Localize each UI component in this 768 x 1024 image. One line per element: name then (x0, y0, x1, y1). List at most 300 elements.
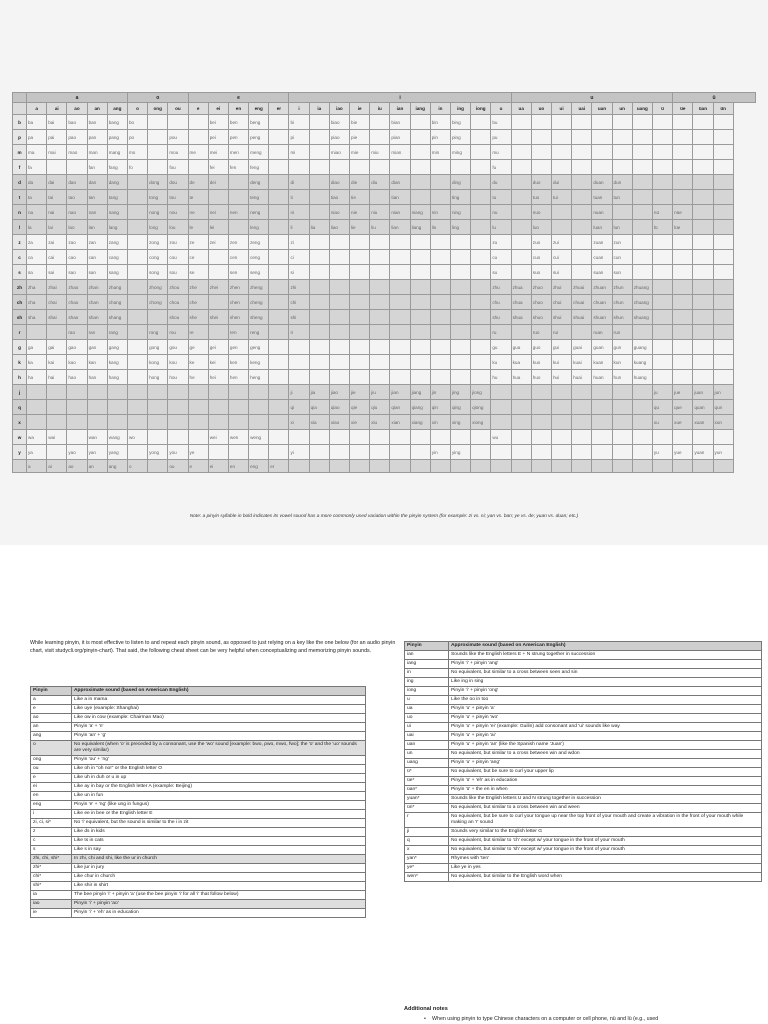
syllable-cell (309, 355, 329, 370)
syllable-cell (693, 340, 713, 355)
pinyin-cell: ua (405, 705, 449, 714)
syllable-cell: juan (693, 385, 713, 400)
syllable-cell: ning (450, 205, 470, 220)
column-header-sound: Approximate sound (based on American English) (72, 687, 366, 696)
syllable-cell (693, 220, 713, 235)
syllable-cell: qia (309, 400, 329, 415)
syllable-cell: luo (531, 220, 551, 235)
syllable-cell: diu (370, 175, 390, 190)
vowel-group-header-row (13, 93, 756, 103)
syllable-cell: yi (289, 445, 309, 460)
pinyin-cell: un (405, 750, 449, 759)
syllable-cell (188, 115, 208, 130)
syllable-cell (652, 145, 672, 160)
syllable-cell (148, 130, 168, 145)
syllable-cell (127, 325, 147, 340)
syllable-cell (652, 340, 672, 355)
syllable-cell: tang (107, 190, 127, 205)
syllable-cell: kong (148, 355, 168, 370)
initial-row (13, 445, 756, 460)
syllable-cell (269, 250, 289, 265)
syllable-cell (269, 190, 289, 205)
syllable-cell (450, 340, 470, 355)
syllable-cell: mei (208, 145, 228, 160)
syllable-cell: kuan (592, 355, 612, 370)
syllable-cell (168, 385, 188, 400)
sound-cell: No equivalent, but similar to the English word when (449, 873, 762, 882)
syllable-cell (471, 130, 491, 145)
syllable-cell (673, 295, 693, 310)
final-header: iong (471, 103, 491, 115)
syllable-cell (612, 145, 632, 160)
syllable-cell (652, 265, 672, 280)
syllable-cell: he (188, 370, 208, 385)
sound-cell: No equivalent, but similar to 'ch' except w/ your tongue in the front of your mouth (449, 837, 762, 846)
syllable-cell: miu (370, 145, 390, 160)
syllable-cell (652, 115, 672, 130)
syllable-cell: you (168, 445, 188, 460)
syllable-cell (713, 355, 733, 370)
pinyin-cell: uai (405, 732, 449, 741)
syllable-cell (309, 190, 329, 205)
syllable-cell (713, 310, 733, 325)
syllable-cell (127, 190, 147, 205)
syllable-cell (370, 115, 390, 130)
syllable-cell (632, 115, 652, 130)
initial-row (13, 250, 756, 265)
syllable-cell (269, 175, 289, 190)
table-row (405, 714, 762, 723)
syllable-cell: hun (612, 370, 632, 385)
syllable-cell: pou (168, 130, 188, 145)
pinyin-cell: ong (31, 756, 72, 765)
syllable-cell (531, 445, 551, 460)
syllable-cell: zhai (47, 280, 67, 295)
syllable-cell: chan (87, 295, 107, 310)
syllable-cell: bi (289, 115, 309, 130)
pinyin-cell: ie (31, 909, 72, 918)
syllable-cell: neng (249, 205, 269, 220)
syllable-cell: bo (127, 115, 147, 130)
syllable-cell: heng (249, 370, 269, 385)
syllable-cell (471, 340, 491, 355)
syllable-cell (228, 445, 248, 460)
syllable-cell: shu (491, 310, 511, 325)
syllable-cell: shua (511, 310, 531, 325)
syllable-cell (693, 190, 713, 205)
table-row (31, 864, 366, 873)
syllable-cell: wen (228, 430, 248, 445)
syllable-cell: me (188, 145, 208, 160)
sound-cell: Pinyin 'a' + 'n' (72, 723, 366, 732)
syllable-cell (410, 355, 430, 370)
syllable-cell: qin (430, 400, 450, 415)
syllable-cell: ei (208, 460, 228, 473)
syllable-cell: guo (531, 340, 551, 355)
syllable-cell (652, 160, 672, 175)
syllable-cell: zeng (249, 235, 269, 250)
syllable-cell: ma (27, 145, 47, 160)
syllable-cell (309, 175, 329, 190)
table-row (405, 759, 762, 768)
syllable-cell: cha (27, 295, 47, 310)
syllable-cell: lüe (673, 220, 693, 235)
final-header: er (269, 103, 289, 115)
syllable-cell: xiang (410, 415, 430, 430)
syllable-cell (693, 145, 713, 160)
syllable-cell: hei (208, 370, 228, 385)
sound-cell: Like s in say (72, 846, 366, 855)
table-row (405, 651, 762, 660)
pinyin-cell: ao (31, 714, 72, 723)
syllable-cell (471, 280, 491, 295)
syllable-cell (450, 235, 470, 250)
syllable-cell: zhe (188, 280, 208, 295)
syllable-cell: nie (350, 205, 370, 220)
final-header: iu (370, 103, 390, 115)
syllable-cell: leng (249, 220, 269, 235)
syllable-cell: zhua (511, 280, 531, 295)
syllable-cell (673, 460, 693, 473)
syllable-cell (572, 115, 592, 130)
syllable-cell (592, 445, 612, 460)
syllable-cell: cheng (249, 295, 269, 310)
syllable-cell: die (350, 175, 370, 190)
syllable-cell (148, 145, 168, 160)
syllable-cell (289, 370, 309, 385)
syllable-cell: dian (390, 175, 410, 190)
sound-cell: Pinyin 'i' + pinyin 'ao' (72, 900, 366, 909)
syllable-cell: er (269, 460, 289, 473)
syllable-cell: qu (652, 400, 672, 415)
syllable-cell: kou (168, 355, 188, 370)
syllable-cell (188, 130, 208, 145)
syllable-cell: qiang (410, 400, 430, 415)
syllable-cell (652, 175, 672, 190)
initial-label: l (13, 220, 27, 235)
syllable-cell (208, 295, 228, 310)
syllable-cell (592, 460, 612, 473)
sound-cell: Sounds like the English letters E + N strung together in succession (449, 651, 762, 660)
syllable-cell: gang (107, 340, 127, 355)
syllable-cell: cou (168, 250, 188, 265)
syllable-cell (107, 385, 127, 400)
syllable-cell: yan (87, 445, 107, 460)
syllable-cell (612, 460, 632, 473)
syllable-cell (471, 430, 491, 445)
syllable-cell: ge (188, 340, 208, 355)
syllable-cell: ka (27, 355, 47, 370)
syllable-cell: lian (390, 220, 410, 235)
syllable-cell (632, 415, 652, 430)
syllable-cell (511, 235, 531, 250)
syllable-cell (531, 115, 551, 130)
syllable-cell (390, 295, 410, 310)
table-row (31, 756, 366, 765)
syllable-cell: gan (87, 340, 107, 355)
syllable-cell: ba (27, 115, 47, 130)
syllable-cell: zei (208, 235, 228, 250)
syllable-cell: long (148, 220, 168, 235)
syllable-cell: kei (208, 355, 228, 370)
syllable-cell (350, 250, 370, 265)
syllable-cell (430, 280, 450, 295)
sound-cell: The bee pinyin 'i' + pinyin 'a' (use the bee pinyin 'i' for all 'i' that follow below) (72, 891, 366, 900)
syllable-cell (67, 385, 87, 400)
syllable-cell (390, 430, 410, 445)
pronunciation-table-right (404, 641, 762, 882)
syllable-cell: jiao (329, 385, 349, 400)
syllable-cell (713, 130, 733, 145)
table-row (405, 855, 762, 864)
syllable-cell (430, 340, 450, 355)
syllable-cell: luan (592, 220, 612, 235)
syllable-cell: hong (148, 370, 168, 385)
syllable-cell: ne (188, 205, 208, 220)
initial-label: r (13, 325, 27, 340)
syllable-cell (511, 160, 531, 175)
vowel-group-header: i (289, 93, 511, 103)
syllable-cell: ling (450, 220, 470, 235)
syllable-cell: qiao (329, 400, 349, 415)
initial-label: sh (13, 310, 27, 325)
final-header: en (228, 103, 248, 115)
syllable-cell: mian (390, 145, 410, 160)
vowel-group-header: o (127, 93, 188, 103)
syllable-cell: nuan (592, 205, 612, 220)
syllable-cell (188, 160, 208, 175)
syllable-cell: tai (47, 190, 67, 205)
syllable-cell (652, 370, 672, 385)
syllable-cell (511, 190, 531, 205)
syllable-cell (693, 175, 713, 190)
initial-label: b (13, 115, 27, 130)
syllable-cell (551, 400, 571, 415)
syllable-cell: tuan (592, 190, 612, 205)
syllable-cell (410, 130, 430, 145)
table-row (31, 909, 366, 918)
sound-cell: Rhymes with 'ten' (449, 855, 762, 864)
syllable-cell: po (127, 130, 147, 145)
table-row (405, 660, 762, 669)
syllable-cell (269, 445, 289, 460)
sound-cell: No equivalent, but similar to 'sh' except w/ your tongue in the front of your mouth (449, 846, 762, 855)
pinyin-cell: wen* (405, 873, 449, 882)
final-header: eng (249, 103, 269, 115)
syllable-cell: bai (47, 115, 67, 130)
syllable-cell (693, 460, 713, 473)
syllable-cell: liang (410, 220, 430, 235)
sound-cell: Like a in mama (72, 696, 366, 705)
syllable-cell: di (289, 175, 309, 190)
syllable-cell: pie (350, 130, 370, 145)
syllable-cell (127, 310, 147, 325)
syllable-cell: min (430, 145, 450, 160)
syllable-cell (531, 400, 551, 415)
syllable-cell (713, 115, 733, 130)
syllable-cell: lai (47, 220, 67, 235)
syllable-cell (713, 430, 733, 445)
syllable-cell (390, 250, 410, 265)
sound-cell: No 'i' equivalent, but the sound is similar to the i in zit (72, 819, 366, 828)
syllable-cell: weng (249, 430, 269, 445)
syllable-cell: chua (511, 295, 531, 310)
syllable-cell: kui (551, 355, 571, 370)
initial-row (13, 400, 756, 415)
syllable-cell (511, 115, 531, 130)
initial-label: j (13, 385, 27, 400)
initial-row (13, 430, 756, 445)
syllable-cell (47, 445, 67, 460)
syllable-cell (430, 265, 450, 280)
syllable-cell (713, 190, 733, 205)
syllable-cell (450, 370, 470, 385)
syllable-cell: hang (107, 370, 127, 385)
syllable-cell: wan (87, 430, 107, 445)
initial-label: s (13, 265, 27, 280)
syllable-cell: gao (67, 340, 87, 355)
syllable-cell: ci (289, 250, 309, 265)
syllable-cell: fa (27, 160, 47, 175)
syllable-cell (531, 460, 551, 473)
syllable-cell: gui (551, 340, 571, 355)
syllable-cell: quan (693, 400, 713, 415)
syllable-cell (572, 265, 592, 280)
syllable-cell (430, 370, 450, 385)
syllable-cell: le (188, 220, 208, 235)
syllable-cell (511, 325, 531, 340)
syllable-cell: tui (551, 190, 571, 205)
syllable-cell: ya (27, 445, 47, 460)
syllable-cell (693, 130, 713, 145)
syllable-cell: shai (47, 310, 67, 325)
syllable-cell (531, 145, 551, 160)
syllable-cell (329, 430, 349, 445)
syllable-cell (289, 430, 309, 445)
syllable-cell: tie (350, 190, 370, 205)
syllable-cell: piao (329, 130, 349, 145)
syllable-cell: ca (27, 250, 47, 265)
syllable-cell: shan (87, 310, 107, 325)
table-row (405, 828, 762, 837)
syllable-cell (430, 460, 450, 473)
table-row (31, 741, 366, 756)
syllable-cell (127, 205, 147, 220)
syllable-cell (148, 115, 168, 130)
pinyin-cell: en (31, 792, 72, 801)
syllable-cell (127, 295, 147, 310)
syllable-cell: lang (107, 220, 127, 235)
syllable-cell: peng (249, 130, 269, 145)
final-header: uang (632, 103, 652, 115)
syllable-cell (612, 400, 632, 415)
syllable-cell: pian (390, 130, 410, 145)
syllable-cell (410, 310, 430, 325)
syllable-cell: kang (107, 355, 127, 370)
table-row (405, 705, 762, 714)
syllable-cell: dui (551, 175, 571, 190)
syllable-cell: nüe (673, 205, 693, 220)
syllable-cell (713, 220, 733, 235)
syllable-cell (632, 175, 652, 190)
syllable-cell (693, 280, 713, 295)
pinyin-cell: iong (405, 687, 449, 696)
syllable-cell (471, 310, 491, 325)
syllable-cell (632, 235, 652, 250)
syllable-cell (673, 370, 693, 385)
syllable-cell (693, 355, 713, 370)
syllable-cell: gu (491, 340, 511, 355)
pinyin-cell: r (405, 813, 449, 828)
syllable-cell (329, 325, 349, 340)
initial-label: f (13, 160, 27, 175)
syllable-cell (127, 280, 147, 295)
syllable-cell: hu (491, 370, 511, 385)
initial-label: n (13, 205, 27, 220)
syllable-cell: zhun (612, 280, 632, 295)
sound-cell: Sounds very similar to the English letter G (449, 828, 762, 837)
pinyin-cell: ang (31, 732, 72, 741)
final-header: ing (450, 103, 470, 115)
syllable-cell (269, 145, 289, 160)
syllable-cell (127, 235, 147, 250)
initial-label: t (13, 190, 27, 205)
syllable-cell: ang (107, 460, 127, 473)
syllable-cell: zheng (249, 280, 269, 295)
sound-cell: Pinyin 'ou' + 'ng' (72, 756, 366, 765)
final-header: ei (208, 103, 228, 115)
syllable-cell: hua (511, 370, 531, 385)
syllable-cell: tu (491, 190, 511, 205)
syllable-cell: jiu (370, 385, 390, 400)
sound-cell: Pinyin 'i' + pinyin 'ong' (449, 687, 762, 696)
syllable-cell (410, 175, 430, 190)
syllable-cell (551, 445, 571, 460)
syllable-cell: wo (127, 430, 147, 445)
pinyin-cell: ji (405, 828, 449, 837)
syllable-cell: na (27, 205, 47, 220)
syllable-cell: mao (67, 145, 87, 160)
syllable-cell (673, 430, 693, 445)
syllable-cell (673, 250, 693, 265)
syllable-cell (329, 295, 349, 310)
syllable-cell (572, 235, 592, 250)
syllable-cell: qiu (370, 400, 390, 415)
syllable-cell (410, 445, 430, 460)
syllable-cell (269, 325, 289, 340)
syllable-cell (430, 430, 450, 445)
syllable-cell: rui (551, 325, 571, 340)
syllable-cell: wu (491, 430, 511, 445)
pinyin-cell: a (31, 696, 72, 705)
syllable-cell (673, 265, 693, 280)
syllable-cell (572, 130, 592, 145)
sound-cell: Pinyin 'u' + pinyin 'wo' (449, 714, 762, 723)
syllable-cell: nao (67, 205, 87, 220)
syllable-cell: zhi (289, 280, 309, 295)
syllable-cell (713, 370, 733, 385)
syllable-cell (410, 235, 430, 250)
syllable-cell: o (127, 460, 147, 473)
pinyin-cell: iao (31, 900, 72, 909)
additional-notes (404, 1006, 764, 1022)
syllable-cell: tan (87, 190, 107, 205)
syllable-cell: zhao (67, 280, 87, 295)
syllable-cell: jun (713, 385, 733, 400)
initial-label: c (13, 250, 27, 265)
syllable-cell: cai (47, 250, 67, 265)
syllable-cell (471, 355, 491, 370)
